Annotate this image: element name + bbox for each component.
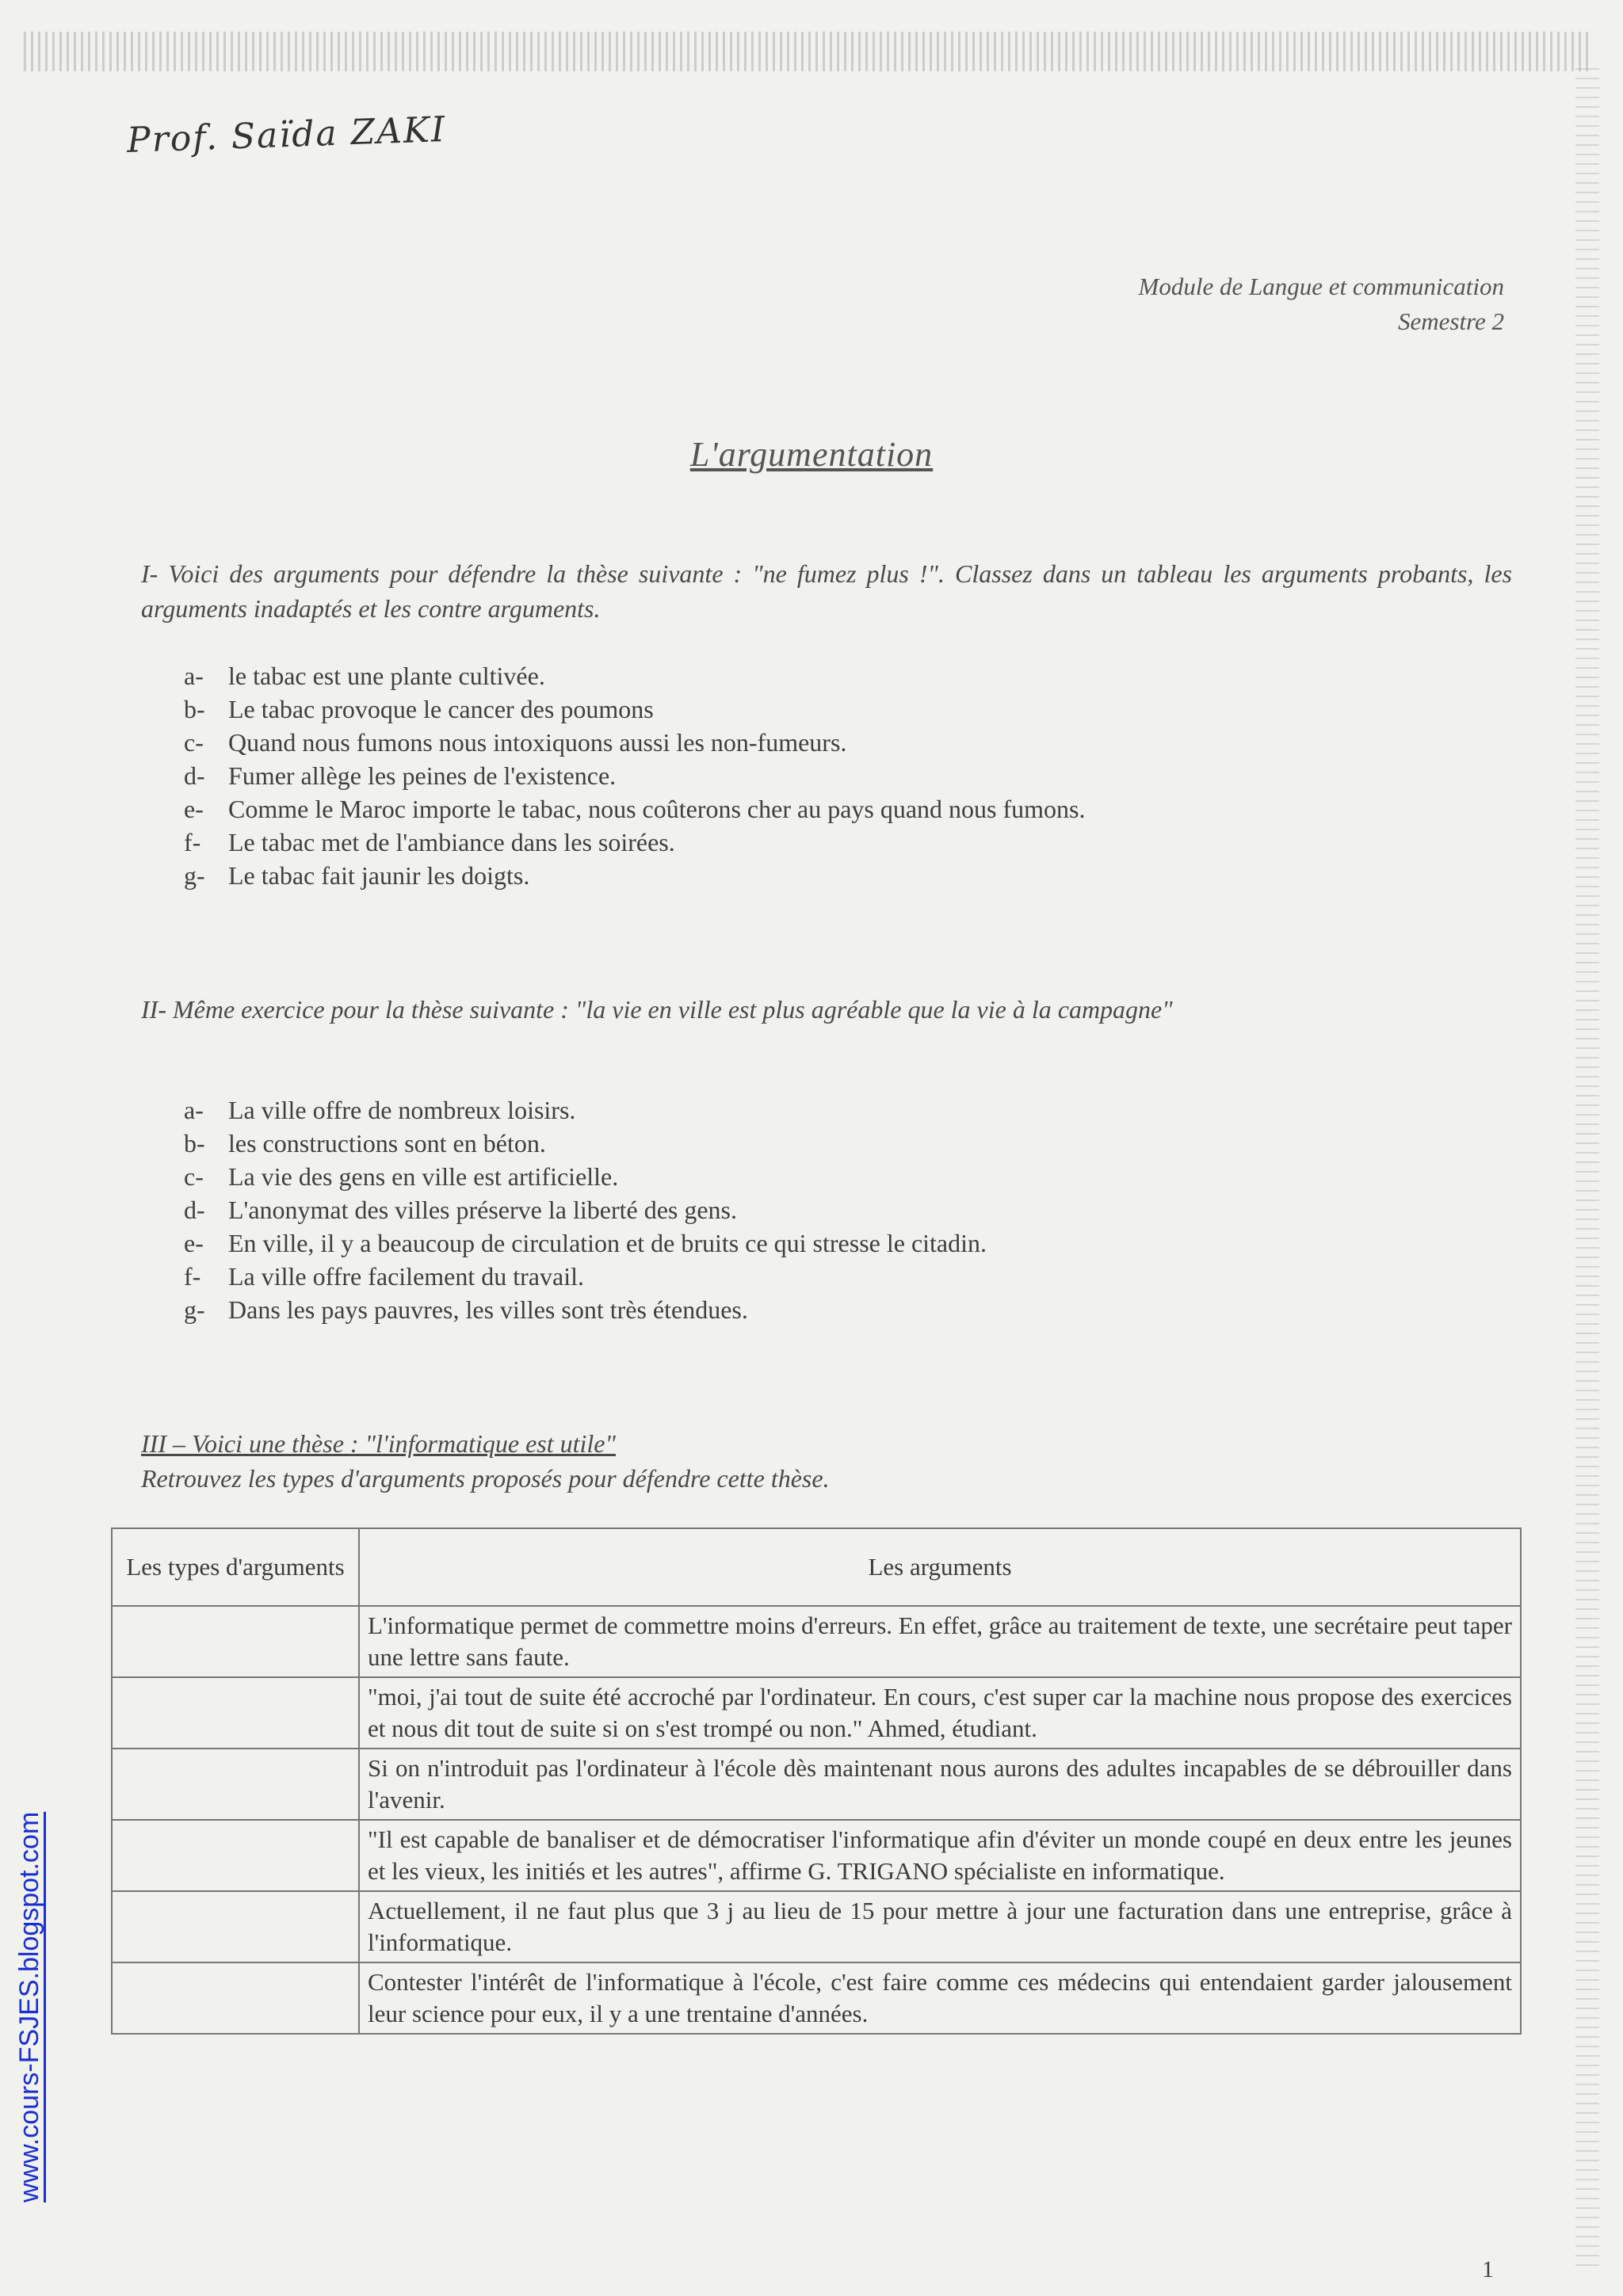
list-item: g- Dans les pays pauvres, les villes sont très étendues. (184, 1295, 748, 1324)
page-number: 1 (1482, 2256, 1494, 2283)
list-item: e- Comme le Maroc importe le tabac, nous coûterons cher au pays quand nous fumons. (184, 795, 1086, 823)
watermark-link[interactable]: www.cours-FSJES.blogspot.com (14, 1811, 44, 2203)
argument-cell: Actuellement, il ne faut plus que 3 j au lieu de 15 pour mettre à jour une facturation dans une entreprise, grâce à l'informatique. (359, 1891, 1521, 1962)
scan-noise-right (1575, 63, 1599, 2266)
exercise3-instruction: Retrouvez les types d'arguments proposés pour défendre cette thèse. (141, 1464, 830, 1493)
semester: Semestre 2 (1397, 307, 1504, 335)
type-cell[interactable] (112, 1891, 359, 1962)
module-name: Module de Langue et communication (1138, 273, 1504, 300)
author-signature: Prof. Saïda ZAKI (126, 109, 448, 162)
module-header (1139, 269, 1504, 339)
list-item: f- Le tabac met de l'ambiance dans les soirées. (184, 828, 675, 856)
col-header-arguments: Les arguments (359, 1528, 1521, 1606)
table-row (112, 1677, 1521, 1749)
argument-cell: Si on n'introduit pas l'ordinateur à l'école dès maintenant nous aurons des adultes incapables de se débrouiller dans l'avenir. (359, 1749, 1521, 1820)
table-row (112, 1606, 1521, 1677)
type-cell[interactable] (112, 1749, 359, 1820)
list-item: b- les constructions sont en béton. (184, 1129, 546, 1158)
col-header-types: Les types d'arguments (112, 1528, 359, 1606)
exercise1-instruction: I- Voici des arguments pour défendre la thèse suivante : "ne fumez plus !". Classez dans un tableau les arguments probants, les arguments inadaptés et les contre arguments. (141, 559, 1512, 623)
page-title: L'argumentation (689, 435, 934, 474)
exercise3-heading-block (141, 1426, 1512, 1496)
table-row (112, 1891, 1521, 1962)
list-item: b- Le tabac provoque le cancer des poumons (184, 695, 654, 723)
list-item: d- L'anonymat des villes préserve la liberté des gens. (184, 1196, 737, 1224)
argument-cell: Contester l'intérêt de l'informatique à l'école, c'est faire comme ces médecins qui entendaient garder jalousement leur science pour eux, il y a une trentaine d'années. (359, 1962, 1521, 2034)
list-item: g- Le tabac fait jaunir les doigts. (184, 861, 530, 890)
scan-noise-top (24, 32, 1593, 71)
argument-cell: "moi, j'ai tout de suite été accroché par l'ordinateur. En cours, c'est super car la machine nous propose des exercices et nous dit tout de suite si on s'est trompé ou non." Ahmed, étudiant. (359, 1677, 1521, 1749)
exercise2-list (184, 1093, 987, 1326)
argument-cell: L'informatique permet de commettre moins d'erreurs. En effet, grâce au traitement de texte, une secrétaire peut taper une lettre sans faute. (359, 1606, 1521, 1677)
list-item: a- le tabac est une plante cultivée. (184, 662, 545, 690)
type-cell[interactable] (112, 1677, 359, 1749)
type-cell[interactable] (112, 1606, 359, 1677)
table-row (112, 1749, 1521, 1820)
list-item: d- Fumer allège les peines de l'existence. (184, 761, 617, 790)
exercise1-list (184, 659, 1086, 892)
list-item: c- La vie des gens en ville est artificielle. (184, 1162, 619, 1191)
list-item: c- Quand nous fumons nous intoxiquons aussi les non-fumeurs. (184, 728, 847, 757)
exercise2-instruction: II- Même exercice pour la thèse suivante : "la vie en ville est plus agréable que la vie à la campagne" (141, 995, 1173, 1024)
type-cell[interactable] (112, 1820, 359, 1891)
type-cell[interactable] (112, 1962, 359, 2034)
list-item: f- La ville offre facilement du travail. (184, 1262, 584, 1291)
arguments-table (111, 1527, 1522, 2035)
table-row (112, 1820, 1521, 1891)
exercise3-heading: III – Voici une thèse : "l'informatique est utile" (141, 1429, 616, 1458)
list-item: a- La ville offre de nombreux loisirs. (184, 1096, 576, 1124)
table-header-row (112, 1528, 1521, 1606)
list-item: e- En ville, il y a beaucoup de circulation et de bruits ce qui stresse le citadin. (184, 1229, 987, 1257)
table-row (112, 1962, 1521, 2034)
argument-cell: "Il est capable de banaliser et de démocratiser l'informatique afin d'éviter un monde coupé en deux entre les jeunes et les vieux, les initiés et les autres", affirme G. TRIGANO spécialiste en informatique. (359, 1820, 1521, 1891)
